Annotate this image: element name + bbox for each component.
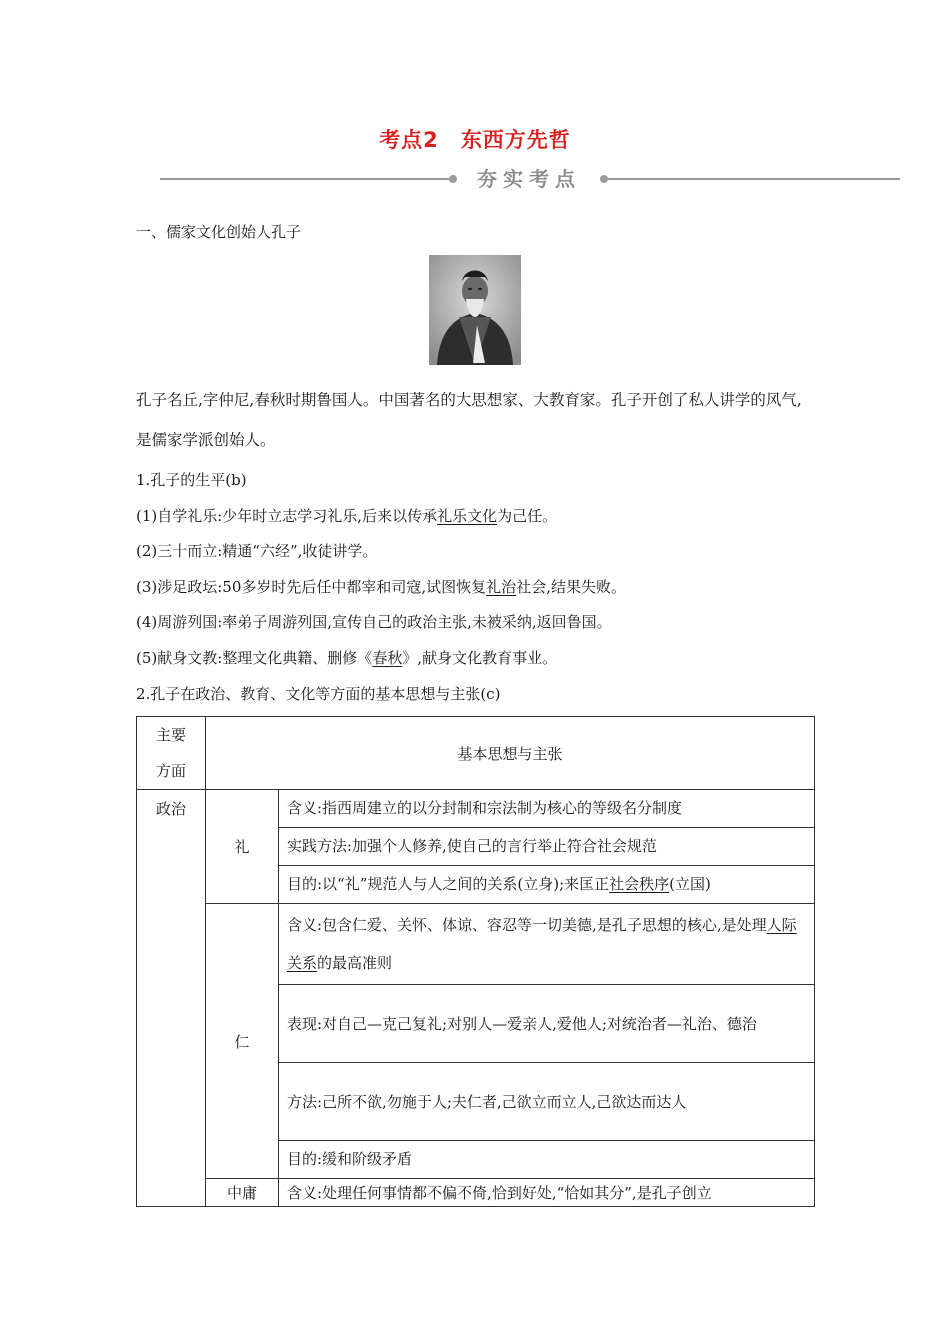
table-cell: 含义:指西周建立的以分封制和宗法制为核心的等级名分制度 bbox=[279, 790, 815, 828]
confucius-portrait-image bbox=[429, 255, 521, 365]
life-item: (5)献身文教:整理文化典籍、删修《春秋》,献身文化教育事业。 bbox=[136, 649, 558, 667]
confucius-intro-paragraph: 孔子名丘,字仲尼,春秋时期鲁国人。中国著名的大思想家、大教育家。孔子开创了私人讲学的风气,是儒家学派创始人。 bbox=[136, 391, 802, 449]
table-row bbox=[137, 1179, 815, 1207]
life-item: (1)自学礼乐:少年时立志学习礼乐,后来以传承礼乐文化为己任。 bbox=[136, 507, 558, 525]
thought-heading: 2.孔子在政治、教育、文化等方面的基本思想与主张(c) bbox=[136, 685, 501, 703]
life-item: (3)涉足政坛:50多岁时先后任中都宰和司寇,试图恢复礼治社会,结果失败。 bbox=[136, 578, 626, 596]
life-item: (2)三十而立:精通“六经”,收徒讲学。 bbox=[136, 542, 378, 560]
title-part1: 考点2 bbox=[379, 128, 439, 152]
title-part2: 东西方先哲 bbox=[460, 128, 571, 152]
concept-cell-li: 礼 bbox=[206, 790, 279, 904]
page-title bbox=[0, 124, 950, 154]
table-cell: 实践方法:加强个人修养,使自己的言行举止符合社会规范 bbox=[279, 828, 815, 866]
header-aspect-cell: 主要 方面 bbox=[137, 717, 206, 790]
aspect-cell-politics: 政治 bbox=[137, 790, 206, 1207]
table-row bbox=[137, 904, 815, 985]
table-cell: 含义:包含仁爱、关怀、体谅、容忍等一切美德,是孔子思想的核心,是处理人际关系的最高准则 bbox=[279, 904, 815, 985]
life-item: (4)周游列国:率弟子周游列国,宣传自己的政治主张,未被采纳,返回鲁国。 bbox=[136, 613, 612, 631]
section-heading-confucius: 一、儒家文化创始人孔子 bbox=[136, 223, 302, 241]
table-cell: 方法:己所不欲,勿施于人;夫仁者,己欲立而立人,己欲达而达人 bbox=[279, 1063, 815, 1141]
banner-line-right bbox=[606, 178, 900, 180]
table-cell: 目的:以“礼”规范人与人之间的关系(立身);来匡正社会秩序(立国) bbox=[279, 866, 815, 904]
concept-cell-zhongyong: 中庸 bbox=[206, 1179, 279, 1207]
concept-cell-ren: 仁 bbox=[206, 904, 279, 1179]
table-cell: 目的:缓和阶级矛盾 bbox=[279, 1141, 815, 1179]
banner-label: 夯实考点 bbox=[477, 167, 581, 191]
header-content-cell: 基本思想与主张 bbox=[206, 717, 815, 790]
thought-table bbox=[136, 716, 815, 1207]
life-heading: 1.孔子的生平(b) bbox=[136, 471, 247, 489]
banner-line-left bbox=[160, 178, 453, 180]
table-cell: 表现:对自己—克己复礼;对别人—爱亲人,爱他人;对统治者—礼治、德治 bbox=[279, 985, 815, 1063]
table-cell: 含义:处理任何事情都不偏不倚,恰到好处,“恰如其分”,是孔子创立 bbox=[279, 1179, 815, 1207]
banner-dot-left bbox=[449, 175, 457, 183]
section-banner bbox=[160, 166, 900, 192]
table-row bbox=[137, 790, 815, 828]
table-header-row bbox=[137, 717, 815, 790]
